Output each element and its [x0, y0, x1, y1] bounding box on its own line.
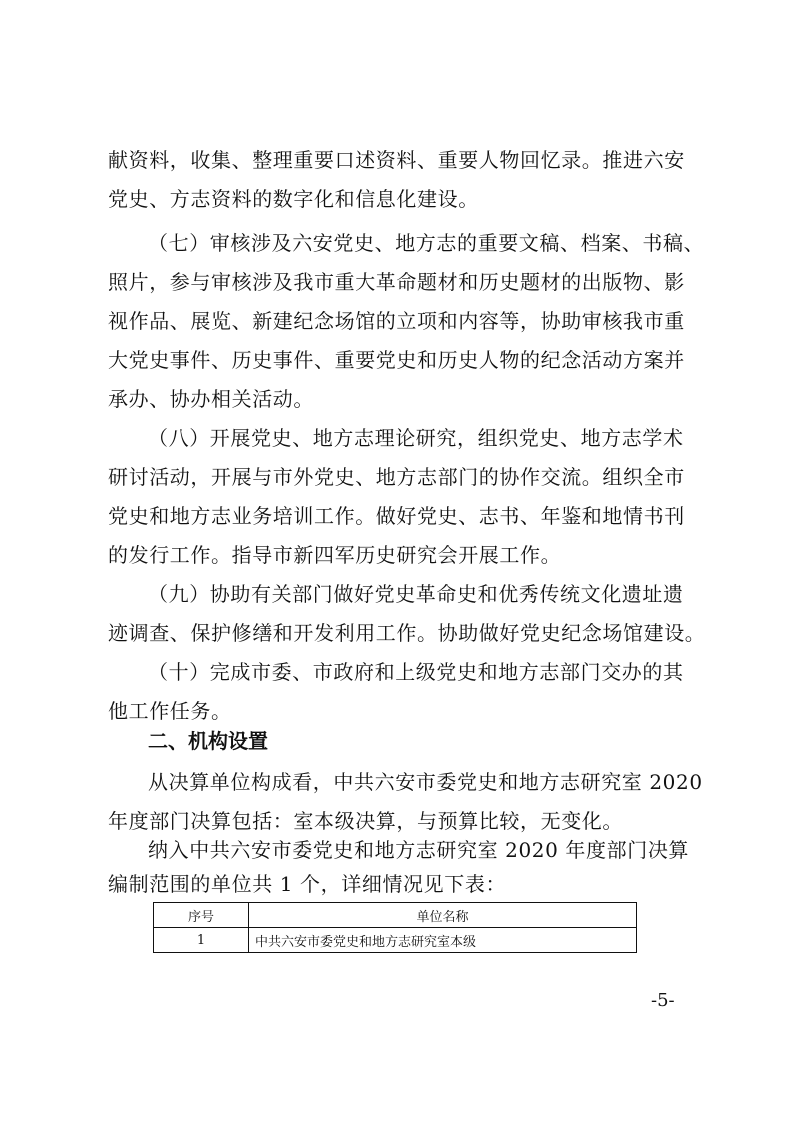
text-line: 党史、方志资料的数字化和信息化建设。	[108, 187, 479, 211]
text-line: 研讨活动，开展与市外党史、地方志部门的协作交流。组织全市	[108, 465, 685, 489]
text-line: 承办、协办相关活动。	[108, 387, 314, 411]
text-line: 从决算单位构成看，中共六安市委党史和地方志研究室 2020	[148, 770, 703, 794]
text-line: 视作品、展览、新建纪念场馆的立项和内容等，协助审核我市重	[108, 309, 685, 333]
section-heading: 二、机构设置	[148, 729, 268, 753]
text-line: 年度部门决算包括：室本级决算，与预算比较，无变化。	[108, 809, 623, 833]
text-line: （七）审核涉及六安党史、地方志的重要文稿、档案、书稿、	[148, 231, 705, 255]
text-line: 编制范围的单位共 1 个，详细情况见下表：	[108, 872, 507, 896]
text-line: 迹调查、保护修缮和开发利用工作。协助做好党史纪念场馆建设。	[108, 621, 706, 645]
text-line: 大党史事件、历史事件、重要党史和历史人物的纪念活动方案并	[108, 348, 685, 372]
text-line: （十）完成市委、市政府和上级党史和地方志部门交办的其	[148, 660, 684, 684]
text-line: （八）开展党史、地方志理论研究，组织党史、地方志学术	[148, 426, 684, 450]
header-serial-number: 序号	[154, 903, 249, 928]
text-line: 的发行工作。指导市新四军历史研究会开展工作。	[108, 543, 562, 567]
table-header-row	[154, 903, 637, 928]
text-line: 党史和地方志业务培训工作。做好党史、志书、年鉴和地情书刊	[108, 504, 685, 528]
page-number: -5-	[651, 990, 675, 1011]
units-table	[153, 902, 637, 953]
cell-unit-name: 中共六安市委党史和地方志研究室本级	[249, 928, 637, 953]
text-line: 纳入中共六安市委党史和地方志研究室 2020 年度部门决算	[148, 838, 690, 862]
text-line: 照片，参与审核涉及我市重大革命题材和历史题材的出版物、影	[108, 270, 685, 294]
text-line: 他工作任务。	[108, 699, 232, 723]
text-line: 献资料，收集、整理重要口述资料、重要人物回忆录。推进六安	[108, 148, 685, 172]
text-line: （九）协助有关部门做好党史革命史和优秀传统文化遗址遗	[148, 582, 684, 606]
cell-serial-number: 1	[154, 928, 249, 953]
header-unit-name: 单位名称	[249, 903, 637, 928]
table-row	[154, 928, 637, 953]
